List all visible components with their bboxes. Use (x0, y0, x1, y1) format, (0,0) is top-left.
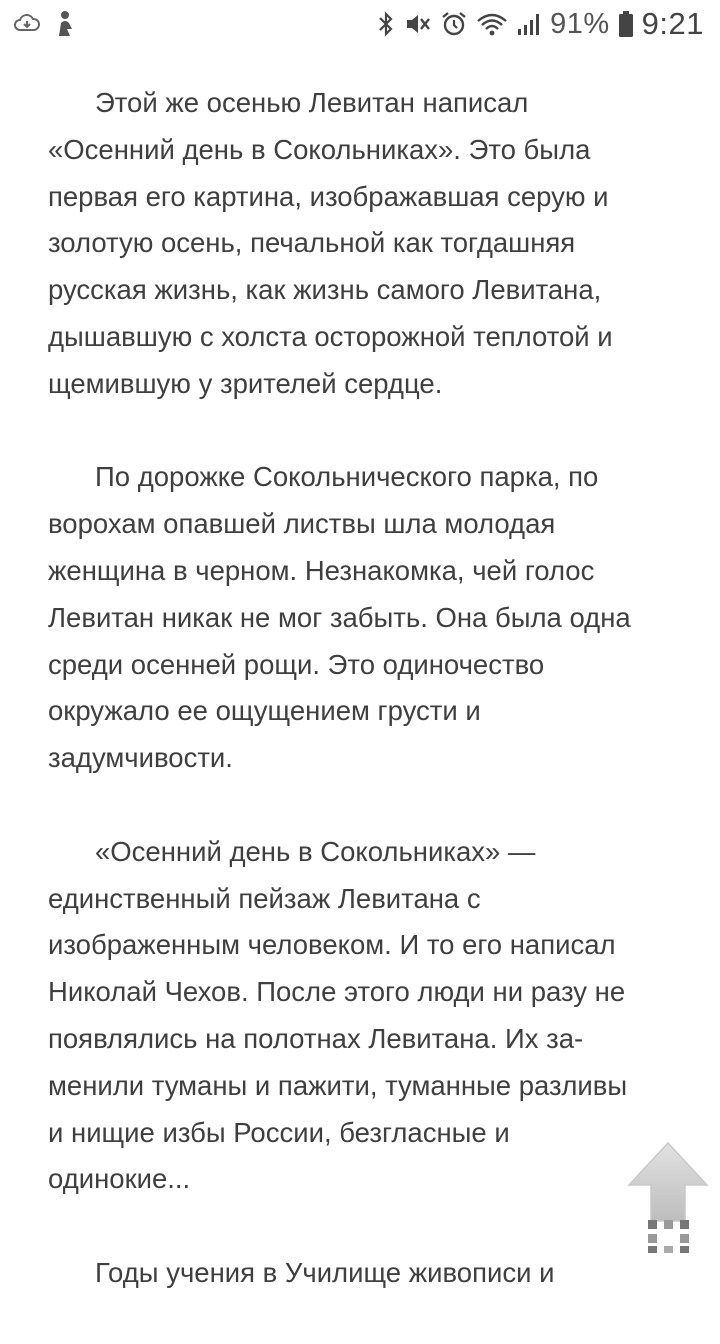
article-paragraph: «Осенний день в Сокольниках» — единственный пейзаж Левитана с изображенным человеком. И то его написал Николай Чехов. После этого люди ни разу не появлялись на полотнах Левитана. Их за- менили туманы и пажити, туманные разливы и нищие избы России, безгласные и одинокие... (48, 835, 628, 1195)
status-right-icons (376, 6, 704, 42)
alarm-icon (440, 10, 468, 38)
article-paragraph: Годы учения в Училище живописи и (95, 1256, 555, 1288)
dots-grip-icon[interactable] (646, 1218, 692, 1254)
status-bar (0, 0, 720, 48)
arrow-up-icon (627, 1141, 709, 1223)
article-body (48, 80, 688, 1344)
signal-icon (516, 11, 542, 37)
user-silhouette-icon (52, 9, 78, 42)
article-paragraph: По дорожке Сокольнического парка, по ворохам опавшей листвы шла молодая женщина в черном. Незнакомка, чей голос Левитан никак не мог забыть. Она была одна среди осенней рощи. Это одиночество окружало ее ощущением грусти и задумчивости. (48, 461, 631, 774)
scroll-to-top-button[interactable] (627, 1141, 709, 1223)
bluetooth-icon (376, 10, 396, 38)
battery-icon (618, 10, 634, 38)
wifi-icon (476, 11, 508, 37)
article-paragraph: Этой же осенью Левитан написал «Осенний день в Сокольниках». Это была первая его картина, изображавшая серую и золотую осень, печальной как тогдашняя русская жизнь, как жизнь самого Левитана, дышавшую с холста осторожной теплотой и щемившую у зрителей сердце. (48, 87, 613, 399)
clock: 9:21 (641, 6, 704, 41)
cloud-download-icon (14, 11, 40, 40)
battery-percent: 91% (550, 7, 610, 40)
status-left-icons (14, 9, 78, 42)
mute-icon (404, 10, 432, 38)
